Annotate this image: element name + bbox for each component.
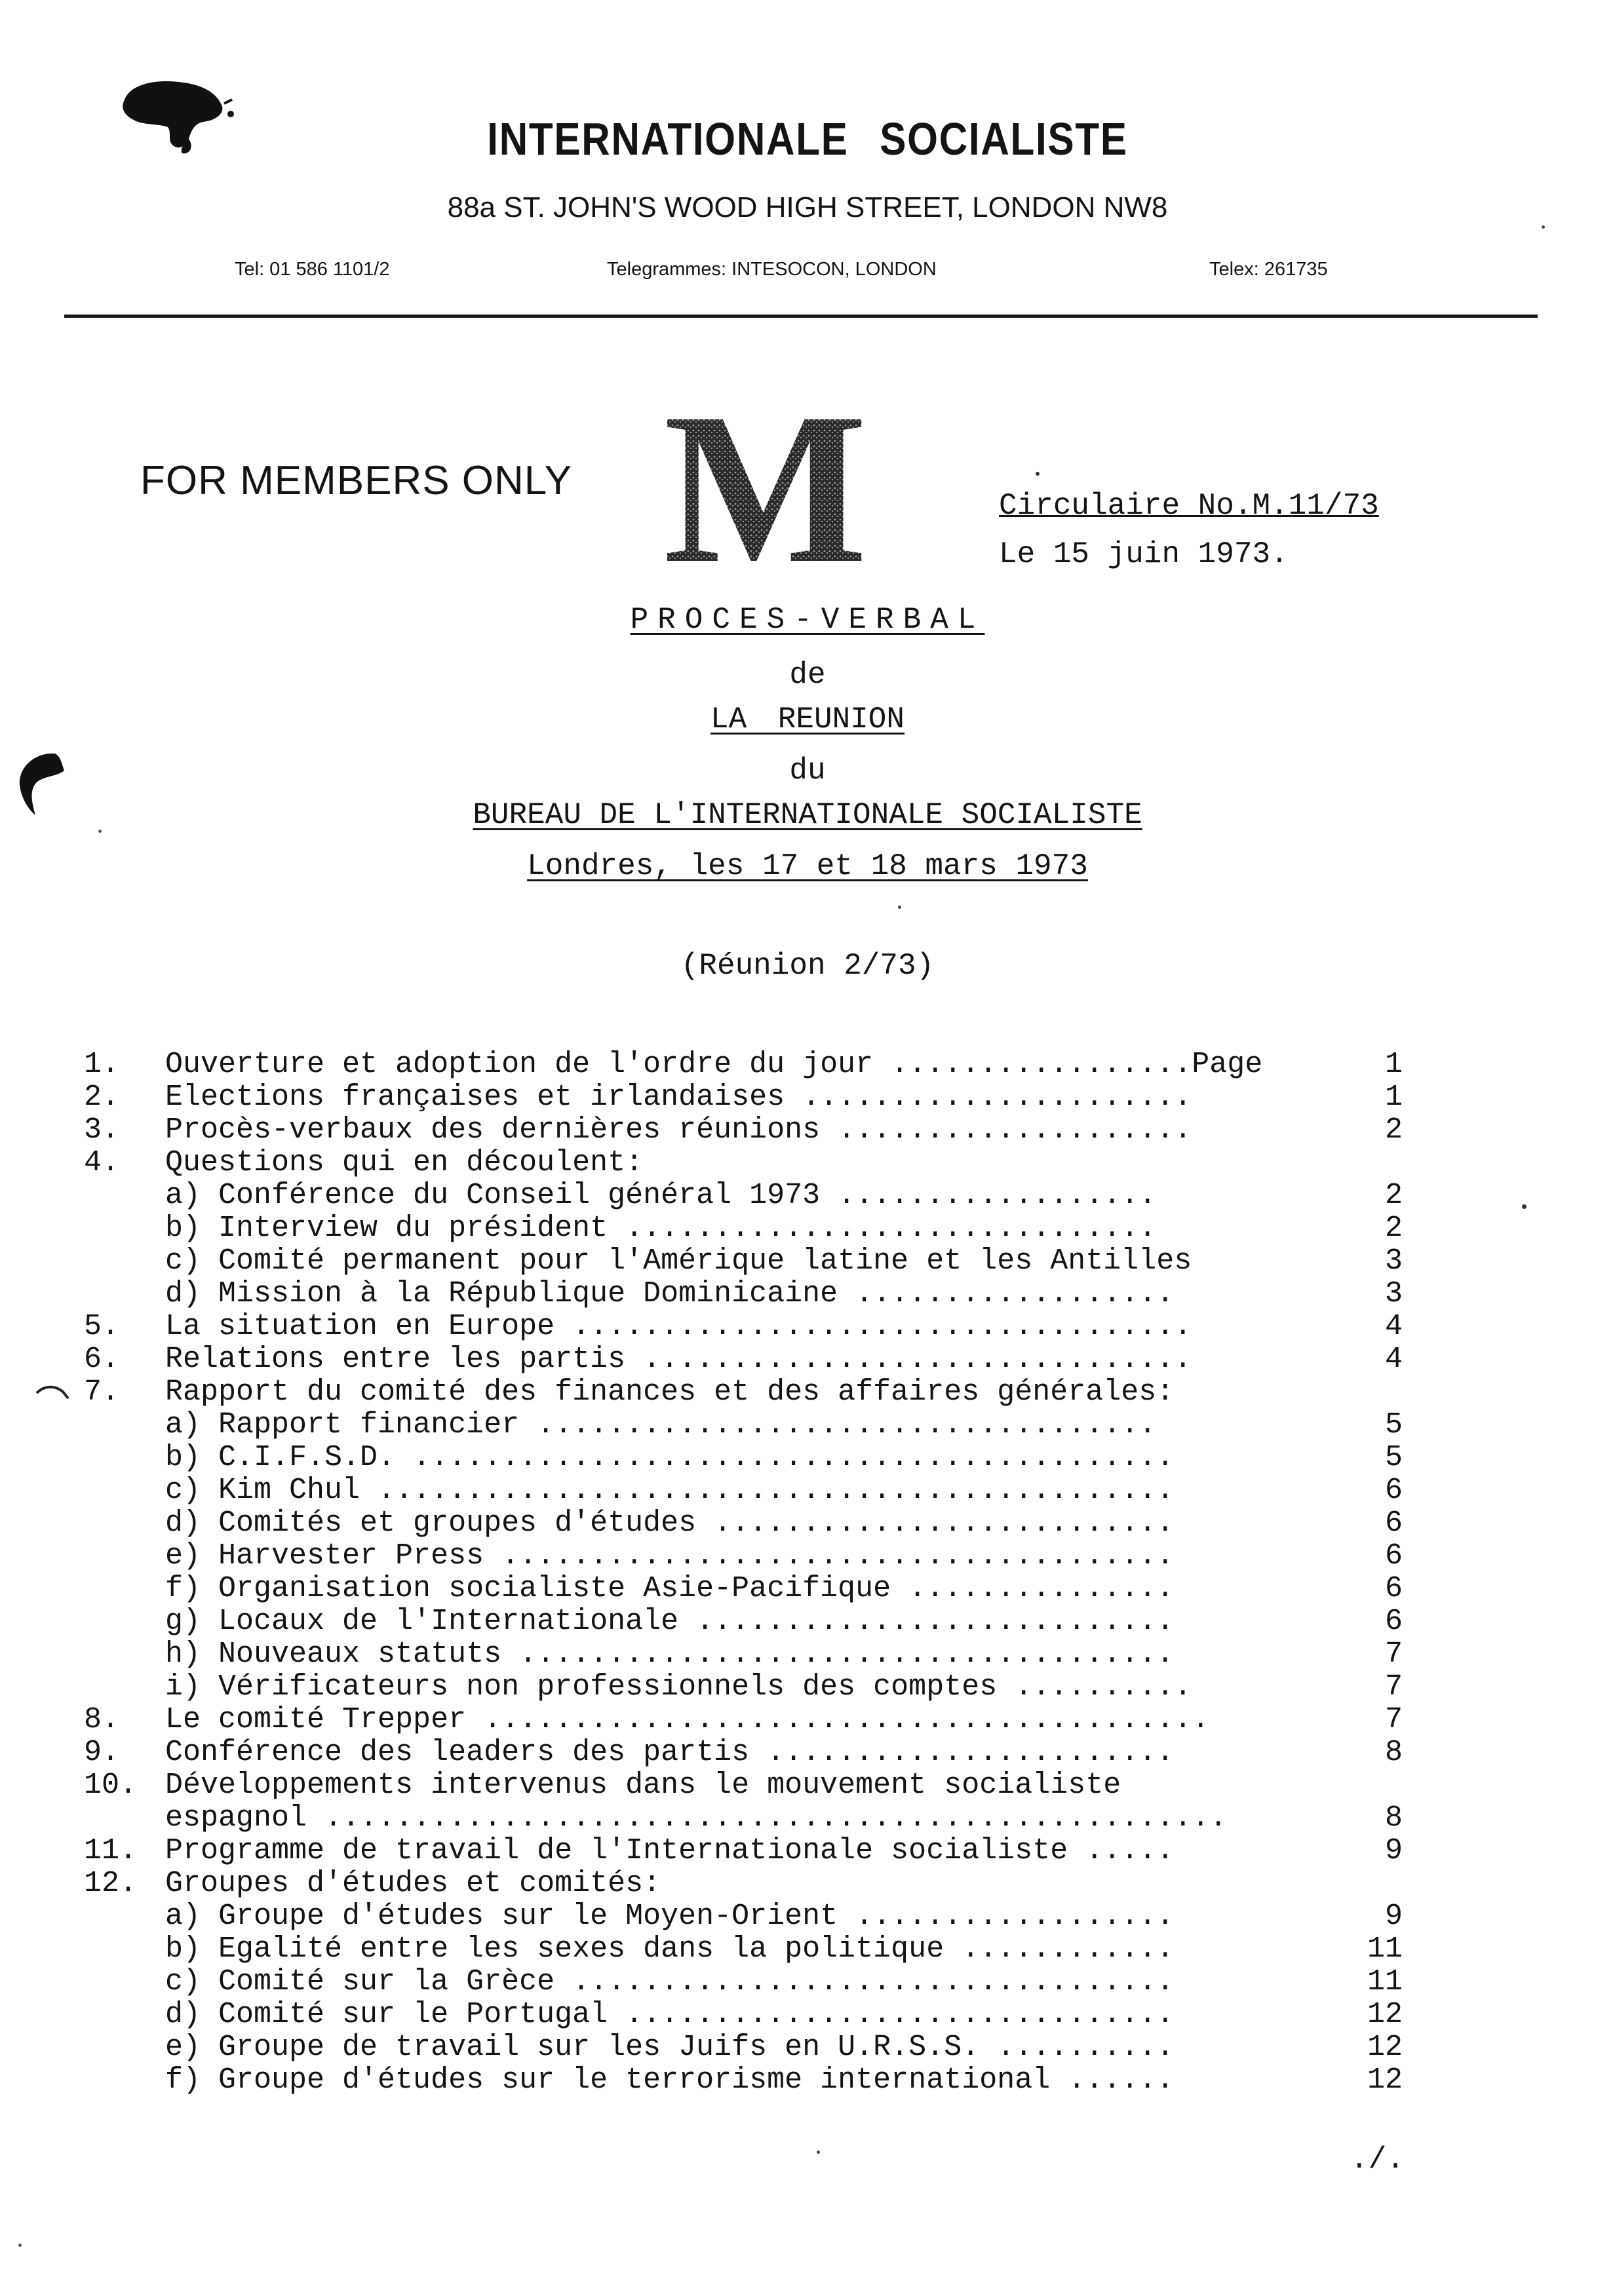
telegram-address: Telegrammes: INTESOCON, LONDON (607, 259, 937, 280)
continued-mark: ./. (1350, 2143, 1405, 2177)
agenda-item-page: 2 (1384, 1113, 1403, 1147)
agenda-item (0, 1573, 1615, 1605)
agenda-item-page: 12 (1367, 2063, 1403, 2097)
agenda-item-page: 11 (1367, 1965, 1403, 1999)
agenda-item-number: 7. (84, 1375, 120, 1409)
agenda-item-title: b) Interview du président .............................. (165, 1212, 1157, 1245)
agenda-item (0, 1671, 1615, 1704)
agenda-item-page: 7 (1384, 1703, 1403, 1736)
agenda-item-title: Groupes d'études et comités: (165, 1867, 661, 1900)
agenda-item-page: 8 (1384, 1801, 1403, 1835)
agenda-item-number: 1. (84, 1048, 120, 1081)
agenda-item-title: Développements intervenus dans le mouvement socialiste (165, 1769, 1121, 1802)
circular-date: Le 15 juin 1973. (999, 537, 1289, 571)
agenda-item-number: 5. (84, 1310, 120, 1343)
telex-number: Telex: 261735 (1209, 259, 1328, 280)
title-meeting: LA REUNION (710, 702, 905, 737)
document-title: PROCES-VERBAL (630, 603, 985, 637)
agenda-item-title: b) Egalité entre les sexes dans la politique ............ (165, 1932, 1175, 1966)
agenda-item (0, 1507, 1615, 1540)
agenda-item-page: 3 (1384, 1277, 1403, 1311)
agenda-item-page: 7 (1384, 1670, 1403, 1704)
agenda-item-page: 8 (1384, 1736, 1403, 1769)
agenda-item-page: 9 (1384, 1900, 1403, 1933)
agenda-item (0, 1867, 1615, 1900)
agenda-item (0, 1704, 1615, 1736)
scan-speck (98, 830, 102, 833)
agenda-item-page: 12 (1367, 2031, 1403, 2064)
agenda-item-title: f) Organisation socialiste Asie-Pacifique ............... (165, 1572, 1175, 1605)
agenda-item (0, 1802, 1615, 1835)
meeting-place-date: Londres, les 17 et 18 mars 1973 (527, 849, 1088, 883)
svg-text:M: M (663, 392, 868, 575)
agenda-item-page: 4 (1384, 1310, 1403, 1343)
agenda-item-title: espagnol ................................................... (165, 1801, 1228, 1835)
agenda-item-page: 6 (1384, 1474, 1403, 1507)
agenda-item-title: La situation en Europe ................................... (165, 1310, 1192, 1343)
agenda-item-number: 11. (84, 1834, 138, 1867)
agenda-item-number: 6. (84, 1343, 120, 1376)
agenda-item-page: 7 (1384, 1637, 1403, 1671)
agenda-item (0, 2031, 1615, 2064)
agenda-item-title: a) Groupe d'études sur le Moyen-Orient .................. (165, 1900, 1175, 1933)
agenda-item-title: Questions qui en découlent: (165, 1146, 644, 1179)
scan-speck (1036, 472, 1040, 476)
agenda-item (0, 1114, 1615, 1147)
agenda-item-page: 3 (1384, 1244, 1403, 1278)
agenda-item (0, 1769, 1615, 1802)
agenda-item-title: Elections françaises et irlandaises ...................... (165, 1081, 1192, 1114)
agenda-item-title: c) Comité permanent pour l'Amérique latine et les Antilles (165, 1244, 1192, 1278)
agenda-item-page: 6 (1384, 1539, 1403, 1573)
agenda-item-title: Ouverture et adoption de l'ordre du jour .................Page (165, 1048, 1263, 1081)
telephone-number: Tel: 01 586 1101/2 (235, 259, 390, 280)
agenda-item (0, 1245, 1615, 1278)
agenda-item-title: Procès-verbaux des dernières réunions .................... (165, 1113, 1192, 1147)
hole-punch-mark-icon (9, 747, 68, 819)
organization-name: INTERNATIONALE SOCIALISTE (487, 113, 1128, 164)
agenda-item (0, 1638, 1615, 1671)
agenda-item (0, 1376, 1615, 1409)
agenda-item-page: 2 (1384, 1179, 1403, 1212)
agenda-item-number: 8. (84, 1703, 120, 1736)
members-only-stamp: FOR MEMBERS ONLY (140, 458, 573, 503)
agenda-item-title: f) Groupe d'études sur le terrorisme international ...... (165, 2063, 1175, 2097)
agenda-item-title: a) Conférence du Conseil général 1973 .................. (165, 1179, 1157, 1212)
agenda-item (0, 1933, 1615, 1966)
agenda-item (0, 1147, 1615, 1179)
agenda-item (0, 1605, 1615, 1638)
margin-tick-mark-icon (34, 1381, 73, 1407)
scan-speck (817, 2151, 820, 2154)
agenda-item-page: 2 (1384, 1212, 1403, 1245)
agenda-item (0, 1474, 1615, 1507)
agenda-item-title: Programme de travail de l'Internationale socialiste ..... (165, 1834, 1175, 1867)
scan-speck (1542, 225, 1545, 229)
agenda-item (0, 1835, 1615, 1867)
m-logo-icon (661, 392, 870, 575)
meeting-number: (Réunion 2/73) (680, 949, 935, 983)
agenda-item (0, 1278, 1615, 1311)
agenda-item-page: 4 (1384, 1343, 1403, 1376)
agenda-item-number: 9. (84, 1736, 120, 1769)
scan-speck (18, 2244, 22, 2247)
agenda-item-title: a) Rapport financier ................................... (165, 1408, 1157, 1442)
agenda-item (0, 1179, 1615, 1212)
agenda-item-number: 2. (84, 1081, 120, 1114)
agenda-item-title: e) Harvester Press ...................................... (165, 1539, 1175, 1573)
agenda-item-title: g) Locaux de l'Internationale ........................... (165, 1605, 1175, 1638)
agenda-item-title: e) Groupe de travail sur les Juifs en U.R.S.S. .......... (165, 2031, 1175, 2064)
agenda-item (0, 1540, 1615, 1573)
agenda-item-page: 1 (1384, 1081, 1403, 1114)
agenda-item (0, 1442, 1615, 1474)
agenda-item-title: d) Comité sur le Portugal ............................... (165, 1998, 1175, 2031)
agenda-item (0, 1311, 1615, 1343)
agenda-item-title: i) Vérificateurs non professionnels des comptes .......... (165, 1670, 1192, 1704)
circular-number: Circulaire No.M.11/73 (999, 489, 1379, 523)
agenda-item (0, 1999, 1615, 2031)
title-connector-du: du (789, 754, 826, 788)
agenda-item (0, 1409, 1615, 1442)
agenda-item (0, 1966, 1615, 1999)
agenda-item-title: Rapport du comité des finances et des affaires générales: (165, 1375, 1175, 1409)
agenda-item-page: 9 (1384, 1834, 1403, 1867)
agenda-item (0, 1212, 1615, 1245)
scan-speck (1522, 1204, 1527, 1209)
agenda-item-title: d) Mission à la République Dominicaine .................. (165, 1277, 1175, 1311)
agenda-item (0, 1900, 1615, 1933)
agenda-item-page: 12 (1367, 1998, 1403, 2031)
agenda-item-number: 12. (84, 1867, 138, 1900)
agenda-item (0, 1048, 1615, 1081)
agenda-item (0, 2064, 1615, 2097)
scan-speck (898, 906, 901, 909)
agenda-item (0, 1081, 1615, 1114)
agenda-item-title: Relations entre les partis ............................... (165, 1343, 1192, 1376)
organization-address: 88a ST. JOHN'S WOOD HIGH STREET, LONDON NW8 (447, 191, 1168, 223)
agenda-item-page: 6 (1384, 1572, 1403, 1605)
agenda-item-page: 11 (1367, 1932, 1403, 1966)
agenda-item-number: 3. (84, 1113, 120, 1147)
agenda-item (0, 1343, 1615, 1376)
agenda-item-page: 6 (1384, 1605, 1403, 1638)
title-connector-de: de (789, 658, 826, 692)
agenda-item-page: 1 (1384, 1048, 1403, 1081)
agenda-item-title: h) Nouveaux statuts ..................................... (165, 1637, 1175, 1671)
agenda-item-title: c) Kim Chul ............................................. (165, 1474, 1175, 1507)
agenda-item-page: 5 (1384, 1441, 1403, 1474)
agenda-item-title: Conférence des leaders des partis ....................... (165, 1736, 1175, 1769)
agenda-item-page: 5 (1384, 1408, 1403, 1442)
agenda-item-number: 10. (84, 1769, 138, 1802)
title-bureau: BUREAU DE L'INTERNATIONALE SOCIALISTE (473, 798, 1142, 832)
agenda-item-title: Le comité Trepper ......................................... (165, 1703, 1210, 1736)
letterhead-divider (64, 315, 1538, 318)
agenda-item-title: c) Comité sur la Grèce .................................. (165, 1965, 1175, 1999)
agenda-item (0, 1736, 1615, 1769)
agenda-item-title: b) C.I.F.S.D. ........................................... (165, 1441, 1175, 1474)
agenda-item-number: 4. (84, 1146, 120, 1179)
agenda-item-page: 6 (1384, 1506, 1403, 1540)
agenda-item-title: d) Comités et groupes d'études .......................... (165, 1506, 1175, 1540)
